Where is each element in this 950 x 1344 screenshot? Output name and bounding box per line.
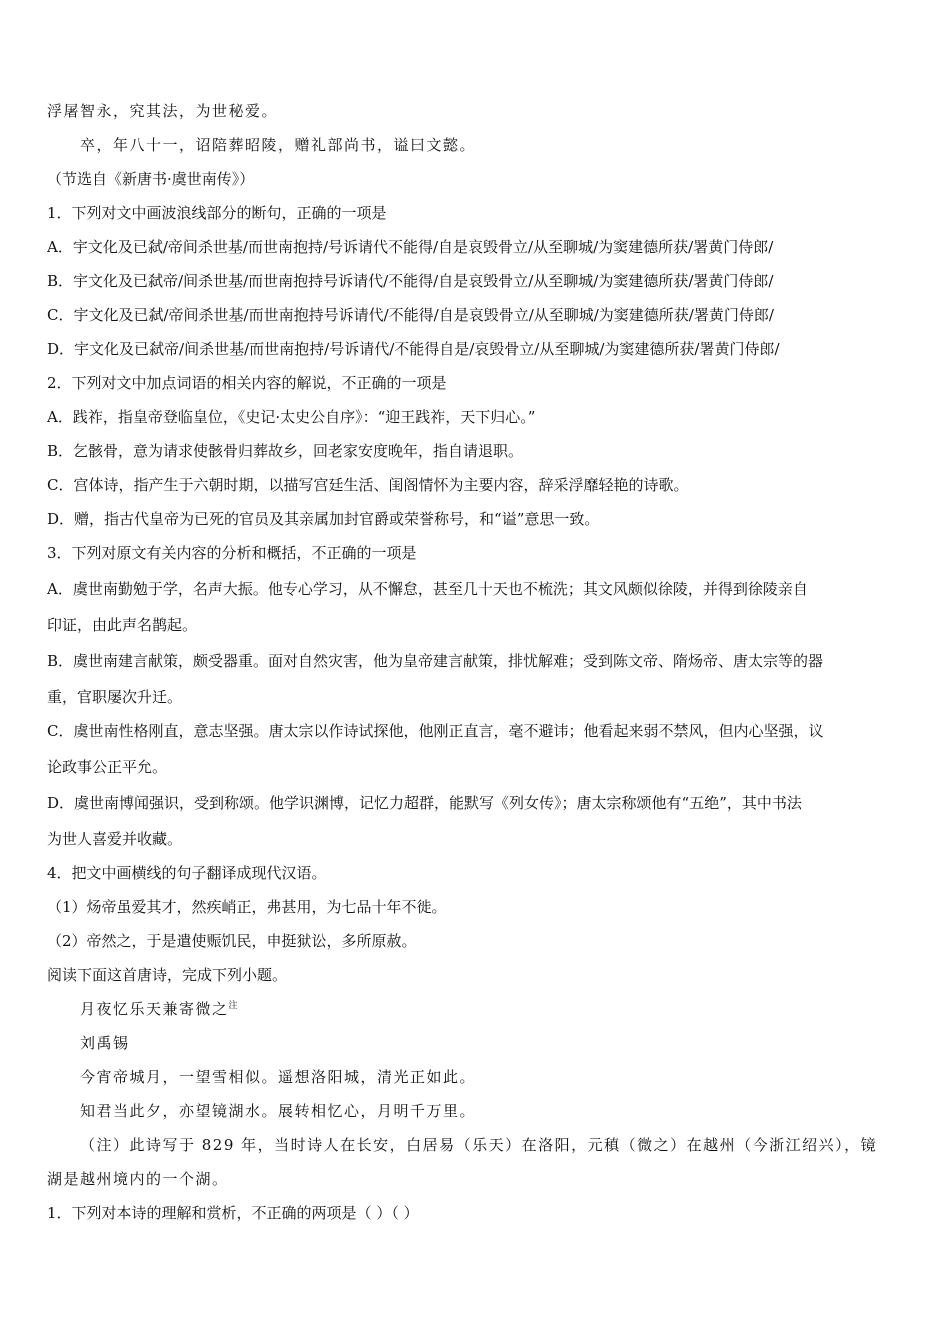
poem-line-2: 知君当此夕，亦望镜湖水。展转相忆心，月明千万里。: [80, 1102, 477, 1120]
q3-option-c-line1: C．虞世南性格刚直，意志坚强。唐太宗以作诗试探他，他刚正直言，毫不避讳；他看起来弱不禁风，但内心坚强，议: [47, 722, 824, 740]
q1-stem: 1．下列对文中画波浪线部分的断句，正确的一项是: [47, 204, 387, 222]
q3-option-b-line1: B．虞世南建言献策，颇受器重。面对自然灾害，他为皇帝建言献策，排忧解难；受到陈文帝、隋炀帝、唐太宗等的器: [47, 652, 824, 670]
q1-option-b: B．宇文化及已弑帝/间杀世基/而世南抱持号诉请代/不能得/自是哀毁骨立/从至聊城/为窦建德所获/署黄门侍郎/: [47, 272, 774, 290]
q4-stem: 4．把文中画横线的句子翻译成现代汉语。: [47, 864, 327, 882]
q3-option-b-line2: 重，官职屡次升迁。: [47, 688, 183, 706]
q2-option-b: B．乞骸骨，意为请求使骸骨归葬故乡，回老家安度晚年，指自请退职。: [47, 442, 524, 460]
q4-sentence-2: （2）帝然之，于是遣使赈饥民，申挺狱讼，多所原赦。: [47, 932, 417, 950]
poem-title: [80, 998, 910, 1020]
poem-note-line1: （注）此诗写于 829 年，当时诗人在长安，白居易（乐天）在洛阳，元稹（微之）在越州（今浙江绍兴），镜: [80, 1136, 878, 1154]
poem-q1-stem: 1．下列对本诗的理解和赏析，不正确的两项是（ ）（ ）: [47, 1204, 419, 1222]
q3-stem: 3．下列对原文有关内容的分析和概括，不正确的一项是: [47, 544, 417, 562]
q2-stem: 2．下列对文中加点词语的相关内容的解说，不正确的一项是: [47, 374, 447, 392]
passage-line-1: 浮屠智永，究其法，为世秘爱。: [47, 102, 279, 120]
q1-option-d: D．宇文化及已弑帝/间杀世基/而世南抱持/号诉请代/不能得自是/哀毁骨立/从至聊城/为窦建德所获/署黄门侍郎/: [47, 340, 780, 358]
q1-option-a: A．宇文化及已弑/帝间杀世基/而世南抱持/号诉请代不能得/自是哀毁骨立/从至聊城/为窦建德所获/署黄门侍郎/: [47, 238, 774, 256]
q4-sentence-1: （1）炀帝虽爱其才，然疾峭正，弗甚用，为七品十年不徙。: [47, 898, 447, 916]
poem-author: 刘禹锡: [80, 1034, 130, 1052]
poem-note-line2: 湖是越州境内的一个湖。: [47, 1170, 229, 1188]
q3-option-d-line2: 为世人喜爱并收藏。: [47, 830, 183, 848]
poem-title-text: 月夜忆乐天兼寄微之: [80, 1000, 229, 1018]
poem-intro: 阅读下面这首唐诗，完成下列小题。: [47, 966, 288, 984]
poem-title-note-mark: 注: [228, 1001, 240, 1011]
q3-option-c-line2: 论政事公正平允。: [47, 758, 168, 776]
passage-line-2: 卒，年八十一，诏陪葬昭陵，赠礼部尚书，谥曰文懿。: [80, 136, 477, 154]
q2-option-a: A．践祚，指皇帝登临皇位，《史记·太史公自序》：“迎王践祚，天下归心。”: [47, 408, 536, 426]
passage-source: （节选自《新唐书·虞世南传》）: [47, 170, 255, 188]
q3-option-a-line2: 印证，由此声名鹊起。: [47, 616, 198, 634]
q2-option-c: C．宫体诗，指产生于六朝时期，以描写宫廷生活、闺阁情怀为主要内容，辞采浮靡轻艳的诗歌。: [47, 476, 689, 494]
poem-line-1: 今宵帝城月，一望雪相似。遥想洛阳城，清光正如此。: [80, 1068, 477, 1086]
q3-option-d-line1: D．虞世南博闻强识，受到称颂。他学识渊博，记忆力超群，能默写《列女传》；唐太宗称颂他有“五绝”，其中书法: [47, 794, 802, 812]
q2-option-d: D．赠，指古代皇帝为已死的官员及其亲属加封官爵或荣誉称号，和“谥”意思一致。: [47, 510, 600, 528]
q3-option-a-line1: A．虞世南勤勉于学，名声大振。他专心学习，从不懈怠，甚至几十天也不梳洗；其文风颇似徐陵，并得到徐陵亲自: [47, 580, 808, 598]
q1-option-c: C．宇文化及已弑/帝间杀世基/而世南抱持号诉请代/不能得/自是哀毁骨立/从至聊城/为窦建德所获/署黄门侍郎/: [47, 306, 774, 324]
